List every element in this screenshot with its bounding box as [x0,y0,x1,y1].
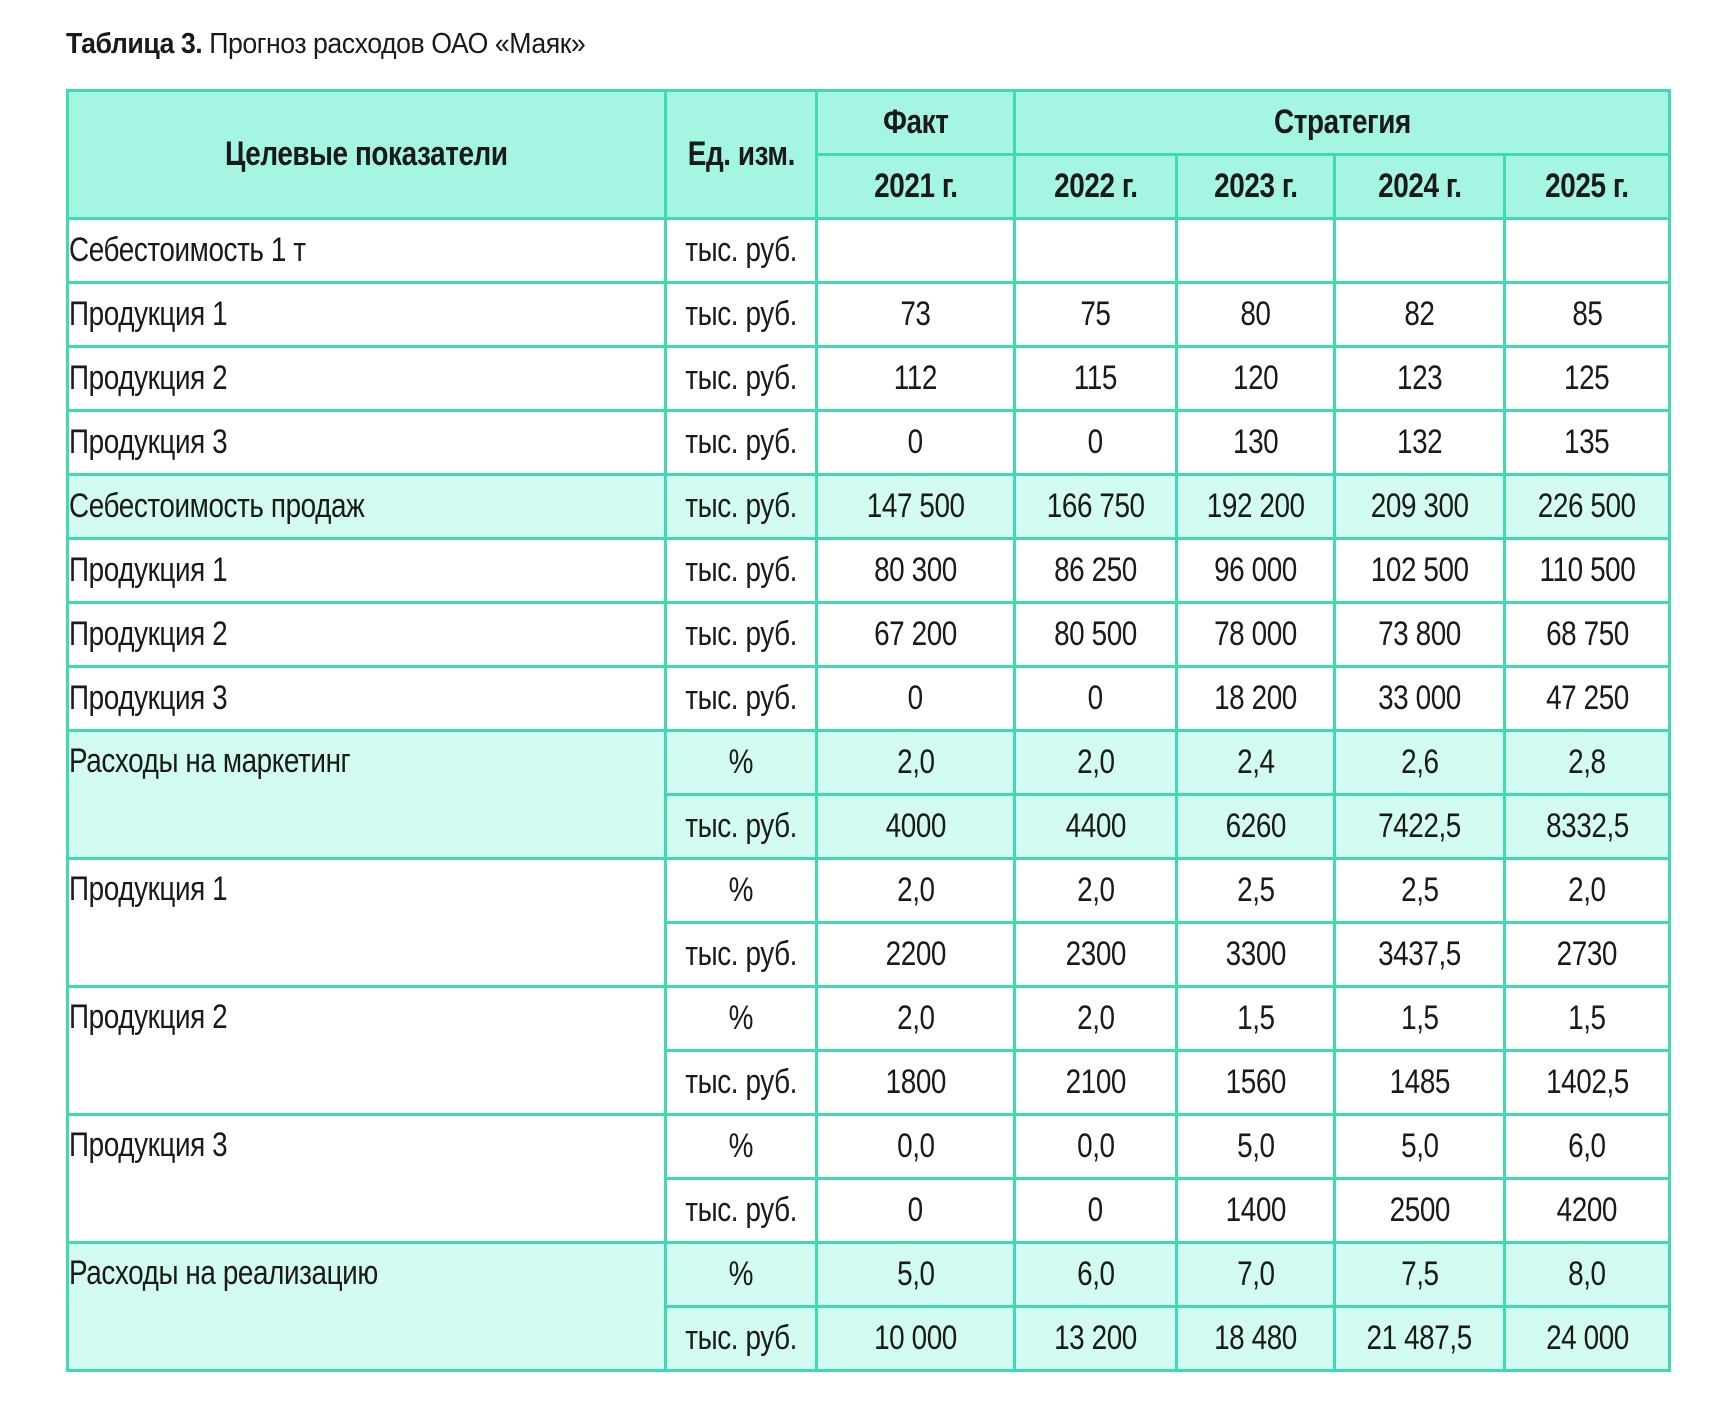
table-cell: 2,0 [817,859,1015,923]
table-cell: 0,0 [817,1115,1015,1179]
table-cell: 7,5 [1335,1243,1505,1307]
row-unit: % [666,987,817,1051]
table-cell: 125 [1505,347,1670,411]
table-cell: 5,0 [1335,1115,1505,1179]
row-unit: % [666,1243,817,1307]
table-cell: 0,0 [1015,1115,1177,1179]
caption-text: Прогноз расходов ОАО «Маяк» [202,28,586,60]
table-cell: 80 [1177,283,1335,347]
row-label: Продукция 3 [68,667,666,731]
row-label: Продукция 1 [68,859,666,987]
row-unit: тыс. руб. [666,1307,817,1371]
header-year-2022: 2022 г. [1015,155,1177,219]
table-cell: 4400 [1015,795,1177,859]
table-cell: 80 500 [1015,603,1177,667]
table-cell: 1,5 [1505,987,1670,1051]
header-fact: Факт [817,91,1015,155]
row-unit: тыс. руб. [666,475,817,539]
table-cell: 24 000 [1505,1307,1670,1371]
table-cell: 10 000 [817,1307,1015,1371]
table-cell: 96 000 [1177,539,1335,603]
table-cell: 120 [1177,347,1335,411]
table-cell: 47 250 [1505,667,1670,731]
table-cell: 2200 [817,923,1015,987]
table-row [68,667,1670,731]
table-cell: 73 800 [1335,603,1505,667]
table-cell: 18 200 [1177,667,1335,731]
table-row [68,411,1670,475]
table-cell [1015,219,1177,283]
table-row [68,347,1670,411]
row-label: Продукция 2 [68,987,666,1115]
table-cell: 166 750 [1015,475,1177,539]
table-cell: 2,0 [1015,987,1177,1051]
table-cell: 1560 [1177,1051,1335,1115]
table-cell: 115 [1015,347,1177,411]
table-cell: 0 [1015,667,1177,731]
table-cell: 4200 [1505,1179,1670,1243]
table-cell: 5,0 [1177,1115,1335,1179]
header-year-2023: 2023 г. [1177,155,1335,219]
table-row [68,603,1670,667]
row-unit: % [666,1115,817,1179]
table-cell: 130 [1177,411,1335,475]
header-year-2025: 2025 г. [1505,155,1670,219]
row-unit: тыс. руб. [666,1179,817,1243]
table-cell: 2,0 [1505,859,1670,923]
table-cell: 1800 [817,1051,1015,1115]
table-cell: 2,5 [1335,859,1505,923]
table-cell [1335,219,1505,283]
row-label: Продукция 1 [68,539,666,603]
table-cell: 1400 [1177,1179,1335,1243]
table-cell: 2300 [1015,923,1177,987]
table-cell: 1,5 [1177,987,1335,1051]
table-cell: 8332,5 [1505,795,1670,859]
row-label: Продукция 1 [68,283,666,347]
table-cell: 110 500 [1505,539,1670,603]
table-cell: 13 200 [1015,1307,1177,1371]
table-row [68,1243,1670,1307]
table-cell: 1,5 [1335,987,1505,1051]
table-cell: 2,0 [1015,731,1177,795]
table-cell: 1402,5 [1505,1051,1670,1115]
table-cell: 226 500 [1505,475,1670,539]
expense-forecast-table [66,89,1671,1372]
row-label: Расходы на маркетинг [68,731,666,859]
row-label: Продукция 3 [68,411,666,475]
table-cell: 5,0 [817,1243,1015,1307]
row-unit: тыс. руб. [666,411,817,475]
table-cell: 18 480 [1177,1307,1335,1371]
table-cell: 33 000 [1335,667,1505,731]
row-label: Продукция 3 [68,1115,666,1243]
table-cell: 0 [817,1179,1015,1243]
table-row [68,219,1670,283]
table-cell: 2,4 [1177,731,1335,795]
table-row [68,859,1670,923]
row-unit: тыс. руб. [666,1051,817,1115]
row-unit: тыс. руб. [666,283,817,347]
table-row [68,475,1670,539]
table-cell: 2100 [1015,1051,1177,1115]
row-unit: тыс. руб. [666,219,817,283]
table-cell: 68 750 [1505,603,1670,667]
table-cell: 0 [817,667,1015,731]
header-year-2021: 2021 г. [817,155,1015,219]
table-cell: 80 300 [817,539,1015,603]
row-label: Себестоимость 1 т [68,219,666,283]
row-label: Продукция 2 [68,347,666,411]
row-unit: тыс. руб. [666,795,817,859]
table-cell: 7422,5 [1335,795,1505,859]
table-row [68,987,1670,1051]
table-cell: 78 000 [1177,603,1335,667]
header-year-2024: 2024 г. [1335,155,1505,219]
row-unit: % [666,731,817,795]
table-cell: 82 [1335,283,1505,347]
table-cell: 75 [1015,283,1177,347]
table-cell: 2,0 [817,731,1015,795]
table-cell: 6,0 [1015,1243,1177,1307]
table-cell: 67 200 [817,603,1015,667]
row-label: Продукция 2 [68,603,666,667]
table-row [68,1115,1670,1179]
table-cell: 3300 [1177,923,1335,987]
table-cell: 123 [1335,347,1505,411]
table-cell: 102 500 [1335,539,1505,603]
table-cell: 0 [1015,1179,1177,1243]
row-label: Себестоимость продаж [68,475,666,539]
table-cell: 135 [1505,411,1670,475]
table-cell: 8,0 [1505,1243,1670,1307]
table-cell: 6,0 [1505,1115,1670,1179]
caption-label: Таблица 3. [66,28,203,60]
table-row [68,283,1670,347]
row-unit: % [666,859,817,923]
row-unit: тыс. руб. [666,923,817,987]
table-cell: 2,6 [1335,731,1505,795]
header-unit: Ед. изм. [666,91,817,219]
table-cell: 209 300 [1335,475,1505,539]
table-cell: 2,8 [1505,731,1670,795]
table-cell [1505,219,1670,283]
table-cell: 2500 [1335,1179,1505,1243]
table-cell: 2730 [1505,923,1670,987]
table-cell: 112 [817,347,1015,411]
table-cell: 3437,5 [1335,923,1505,987]
table-cell: 132 [1335,411,1505,475]
table-cell: 21 487,5 [1335,1307,1505,1371]
header-row-top [68,91,1670,155]
table-cell [817,219,1015,283]
table-cell: 192 200 [1177,475,1335,539]
table-cell: 73 [817,283,1015,347]
table-cell: 7,0 [1177,1243,1335,1307]
table-cell: 0 [817,411,1015,475]
table-caption [66,28,585,61]
table-cell: 85 [1505,283,1670,347]
row-unit: тыс. руб. [666,667,817,731]
table-cell: 2,0 [1015,859,1177,923]
table-cell: 1485 [1335,1051,1505,1115]
table-cell: 2,0 [817,987,1015,1051]
header-indicator: Целевые показатели [68,91,666,219]
header-strategy: Стратегия [1015,91,1670,155]
table-row [68,539,1670,603]
row-unit: тыс. руб. [666,603,817,667]
table-cell: 86 250 [1015,539,1177,603]
table-cell: 4000 [817,795,1015,859]
row-label: Расходы на реализацию [68,1243,666,1371]
row-unit: тыс. руб. [666,347,817,411]
table-cell: 6260 [1177,795,1335,859]
table-cell: 147 500 [817,475,1015,539]
table-cell: 2,5 [1177,859,1335,923]
table-row [68,731,1670,795]
row-unit: тыс. руб. [666,539,817,603]
table-cell [1177,219,1335,283]
table-cell: 0 [1015,411,1177,475]
